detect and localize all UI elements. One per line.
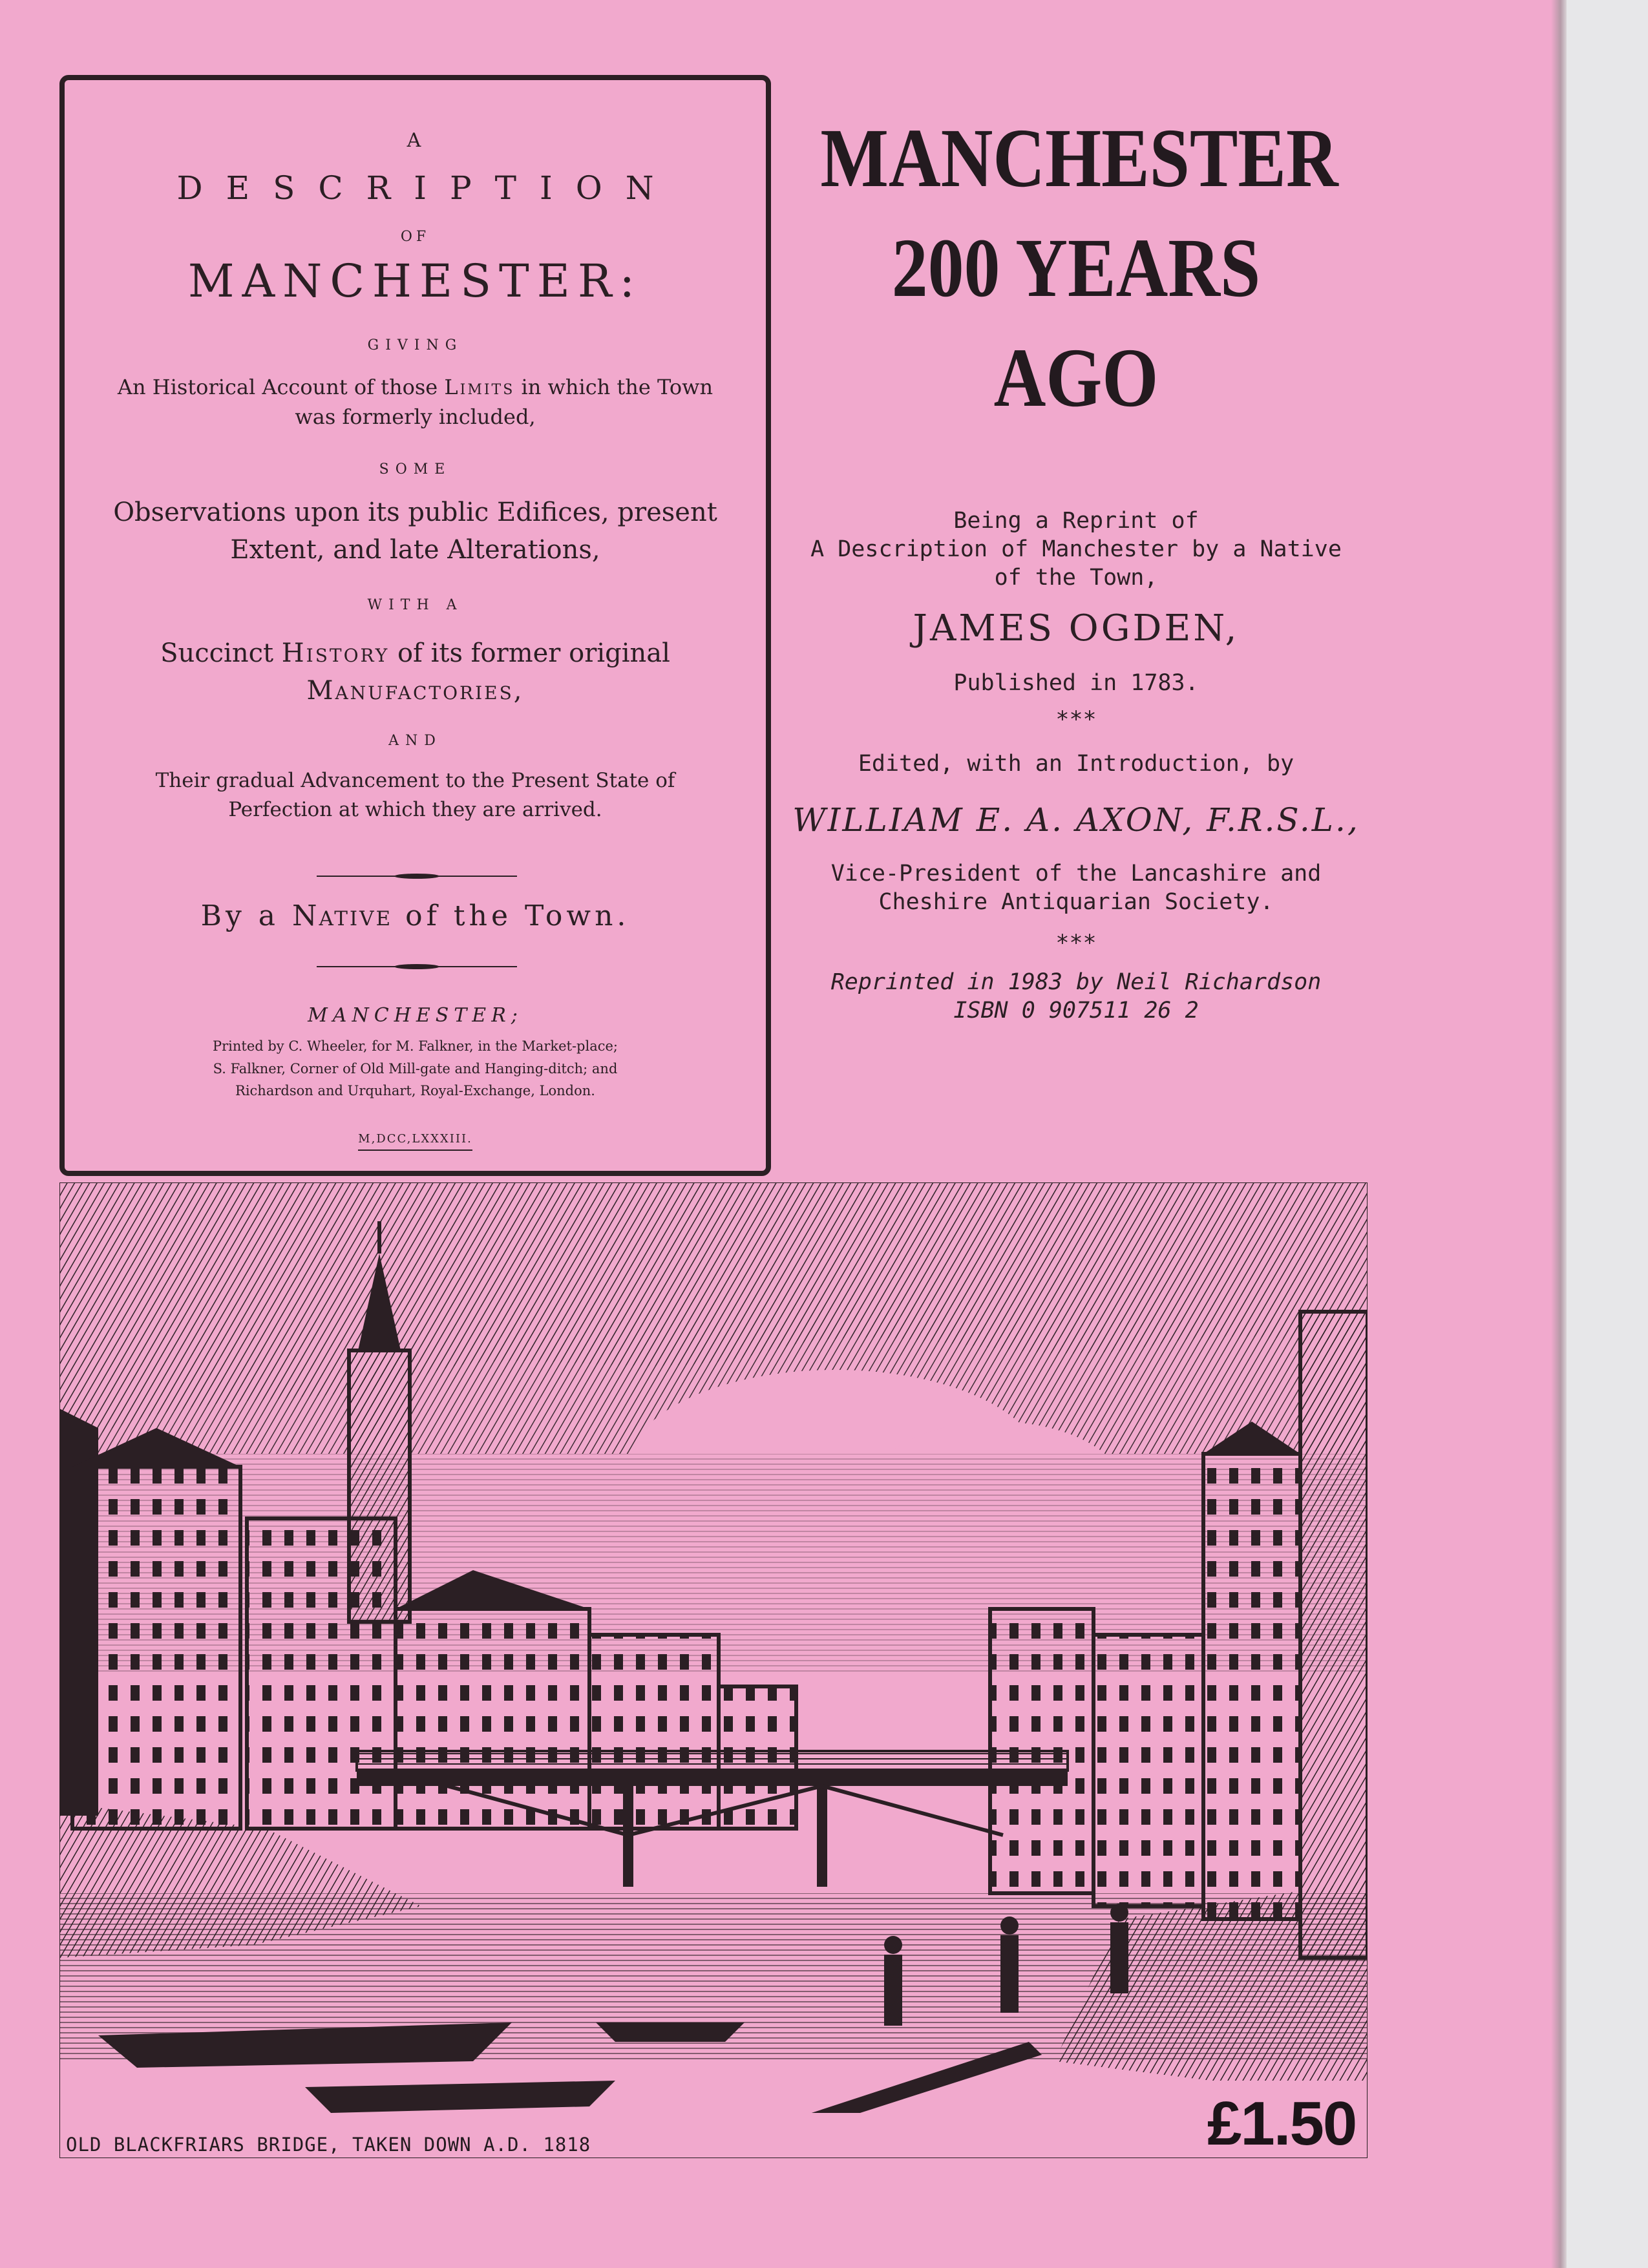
- edited-by: Edited, with an Introduction, by: [858, 751, 1294, 777]
- tp-and: AND: [388, 733, 442, 749]
- engraving-caption: OLD BLACKFRIARS BRIDGE, TAKEN DOWN A.D. 1818: [66, 2134, 591, 2156]
- tp-ornament-top: [317, 874, 517, 879]
- published-year: Published in 1783.: [953, 670, 1199, 696]
- tp-of: OF: [400, 229, 430, 245]
- tp-imprint-place: MANCHESTER;: [308, 1004, 523, 1027]
- tp-native: By a Native of the Town.: [200, 899, 630, 932]
- tp-some: SOME: [379, 461, 452, 478]
- price-label: £1.50: [1207, 2089, 1357, 2158]
- tp-ornament-bottom: [317, 964, 517, 969]
- reprint-note: Being a Reprint of A Description of Manchester by a Native of the Town,: [810, 508, 1342, 591]
- tp-historical: An Historical Account of those Limits in which the Town was formerly included,: [117, 375, 713, 430]
- tp-printer: Printed by C. Wheeler, for M. Falkner, in the Market-place; S. Falkner, Corner of Old Mill-gate and Hanging-ditch; and Richardson and Urquhart, Royal-Exchange, London.: [212, 1038, 618, 1099]
- tp-succinct: Succinct History of its former original Manufactories,: [160, 638, 670, 706]
- title-page-facsimile: [59, 75, 771, 1176]
- tp-description: DESCRIPTION: [176, 169, 677, 207]
- tp-a: A: [407, 129, 424, 152]
- page-edge: [1551, 0, 1567, 2268]
- cover-title: MANCHESTER 200 YEARS AGO: [820, 112, 1338, 425]
- tp-manchester: MANCHESTER:: [187, 255, 643, 308]
- separator-stars-1: ***: [1055, 707, 1097, 733]
- separator-stars-2: ***: [1055, 930, 1097, 956]
- reprint-credit: Reprinted in 1983 by Neil Richardson ISBN 0 907511 26 2: [830, 969, 1322, 1024]
- tp-date: M,DCC,LXXXIII.: [65, 1132, 766, 1146]
- blackfriars-bridge-engraving: [59, 1182, 1368, 2158]
- tp-giving: GIVING: [367, 337, 463, 353]
- tp-observations: Observations upon its public Edifices, present Extent, and late Alterations,: [113, 498, 717, 565]
- tp-advancement: Their gradual Advancement to the Present State of Perfection at which they are arrived.: [155, 769, 675, 821]
- author-name: JAMES OGDEN,: [913, 607, 1240, 649]
- editor-name: WILLIAM E. A. AXON, F.R.S.L.,: [792, 801, 1360, 839]
- editor-role: Vice-President of the Lancashire and Cheshire Antiquarian Society.: [830, 861, 1322, 915]
- tp-with-a: WITH A: [367, 597, 463, 613]
